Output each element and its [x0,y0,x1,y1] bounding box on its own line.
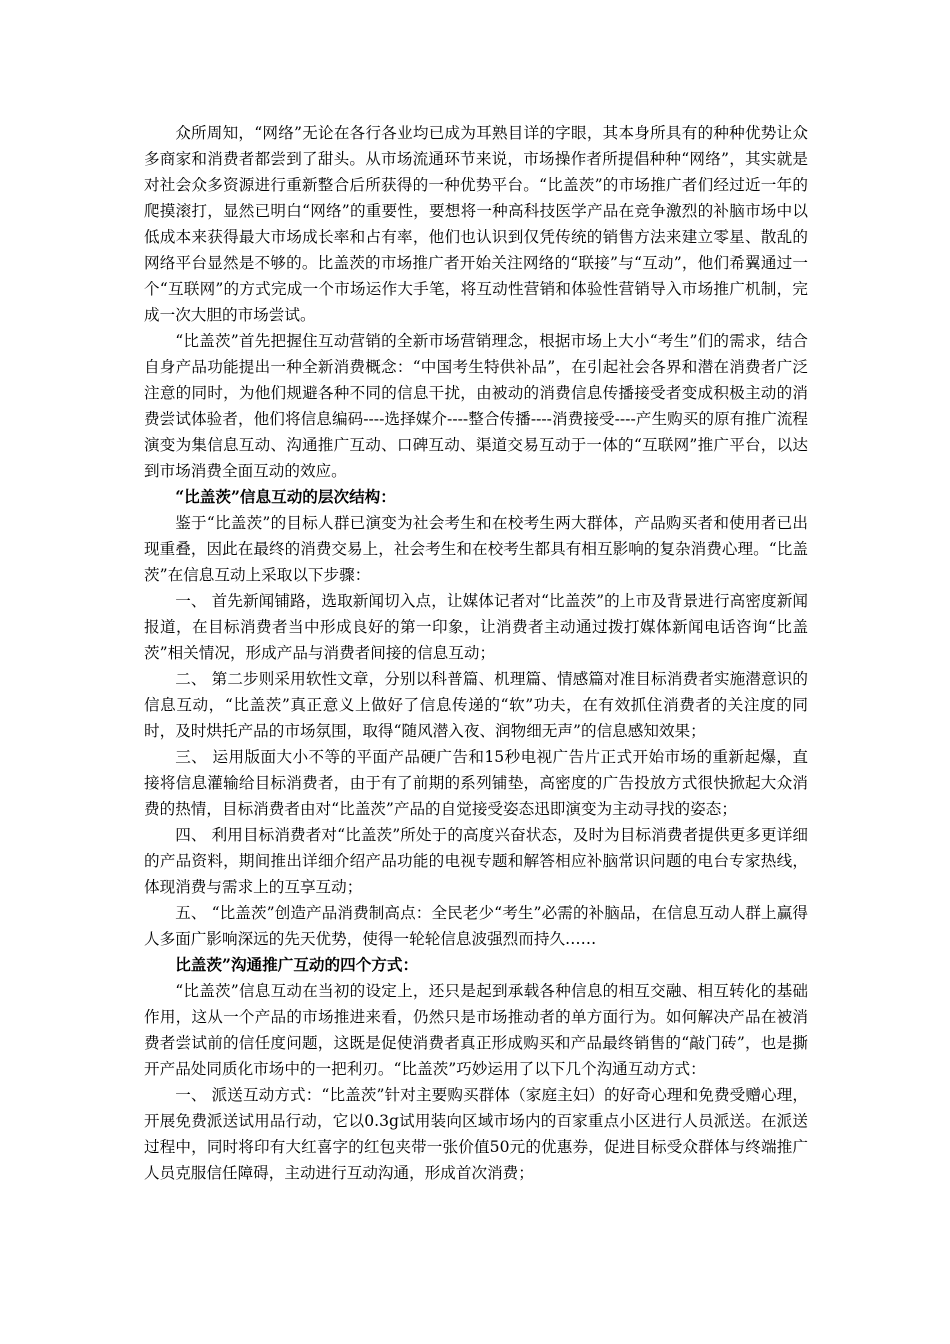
list-item-step-2: 二、 第二步则采用软性文章，分别以科普篇、机理篇、情感篇对准目标消费者实施潜意识的信息互动，“比盖茨”真正意义上做好了信息传递的“软”功夫，在有效抓住消费者的关注度的同时，及时烘托产品的市场氛围，取得“随风潜入夜、润物细无声”的信息感知效果； [144,670,808,740]
list-item-step-1: 一、 首先新闻铺路，选取新闻切入点，让媒体记者对“比盖茨”的上市及背景进行高密度新闻报道，在目标消费者当中形成良好的第一印象，让消费者主动通过拨打媒体新闻电话咨询“比盖茨”相关情况，形成产品与消费者间接的信息互动； [144,592,808,662]
paragraph-intro: 众所周知，“网络”无论在各行各业均已成为耳熟目详的字眼，其本身所具有的种种优势让众多商家和消费者都尝到了甜头。从市场流通环节来说，市场操作者所提倡种种“网络”，其实就是对社会众多资源进行重新整合后所获得的一种优势平台。“比盖茨”的市场推广者们经过近一年的爬摸滚打，显然已明白“网络”的重要性，要想将一种高科技医学产品在竞争激烈的补脑市场中以低成本来获得最大市场成长率和占有率，他们也认识到仅凭传统的销售方法来建立零星、散乱的网络平台显然是不够的。比盖茨的市场推广者开始关注网络的“联接”与“互动”，他们希翼通过一个“互联网”的方式完成一个市场运作大手笔，将互动性营销和体验性营销导入市场推广机制，完成一次大胆的市场尝试。 [144,124,808,324]
section-heading-info-interaction: “比盖茨”信息互动的层次结构： [175,487,396,506]
paragraph-target-audience: 鉴于“比盖茨”的目标人群已演变为社会考生和在校考生两大群体，产品购买者和使用者已出现重叠，因此在最终的消费交易上，社会考生和在校考生都具有相互影响的复杂消费心理。“比盖茨”在信息互动上采取以下步骤： [144,514,808,584]
list-item-step-5: 五、 “比盖茨”创造产品消费制高点：全民老少“考生”必需的补脑品，在信息互动人群上赢得人多面广影响深远的先天优势，使得一轮轮信息波强烈而持久…… [144,904,808,948]
list-item-step-4: 四、 利用目标消费者对“比盖茨”所处于的高度兴奋状态，及时为目标消费者提供更多更详细的产品资料，期间推出详细介绍产品功能的电视专题和解答相应补脑常识问题的电台专家热线，体现消费与需求上的互享互动； [144,826,808,896]
list-item-method-1: 一、 派送互动方式：“比盖茨”针对主要购买群体（家庭主妇）的好奇心理和免费受赠心理，开展免费派送试用品行动，它以0.3g试用装向区域市场内的百家重点小区进行人员派送。在派送过程中，同时将印有大红喜字的红包夹带一张价值50元的优惠券，促进目标受众群体与终端推广人员克服信任障碍，主动进行互动沟通，形成首次消费； [144,1086,808,1182]
paragraph-communication-intro: “比盖茨”信息互动在当初的设定上，还只是起到承载各种信息的相互交融、相互转化的基础作用，这从一个产品的市场推进来看，仍然只是市场推动者的单方面行为。如何解决产品在被消费者尝试前的信任度问题，这既是促使消费者真正形成购买和产品最终销售的“敲门砖”，也是撕开产品处同质化市场中的一把利刃。“比盖茨”巧妙运用了以下几个沟通互动方式： [144,982,808,1078]
list-item-step-3: 三、 运用版面大小不等的平面产品硬广告和15秒电视广告片正式开始市场的重新起爆，直接将信息灌输给目标消费者，由于有了前期的系列铺垫，高密度的广告投放方式很快掀起大众消费的热情，目标消费者由对“比盖茨”产品的自觉接受姿态迅即演变为主动寻找的姿态； [144,748,808,818]
paragraph-interactive-marketing: “比盖茨”首先把握住互动营销的全新市场营销理念，根据市场上大小“考生”们的需求，结合自身产品功能提出一种全新消费概念：“中国考生特供补品”，在引起社会各界和潜在消费者广泛注意的同时，为他们规避各种不同的信息干扰，由被动的消费信息传播接受者变成积极主动的消费尝试体验者，他们将信息编码----选择媒介----整合传播----消费接受----产生购买的原有推广流程演变为集信息互动、沟通推广互动、口碑互动、渠道交易互动于一体的“互联网”推广平台，以达到市场消费全面互动的效应。 [144,332,808,480]
section-heading-communication: 比盖茨”沟通推广互动的四个方式： [175,955,419,974]
document-body [144,120,808,1186]
